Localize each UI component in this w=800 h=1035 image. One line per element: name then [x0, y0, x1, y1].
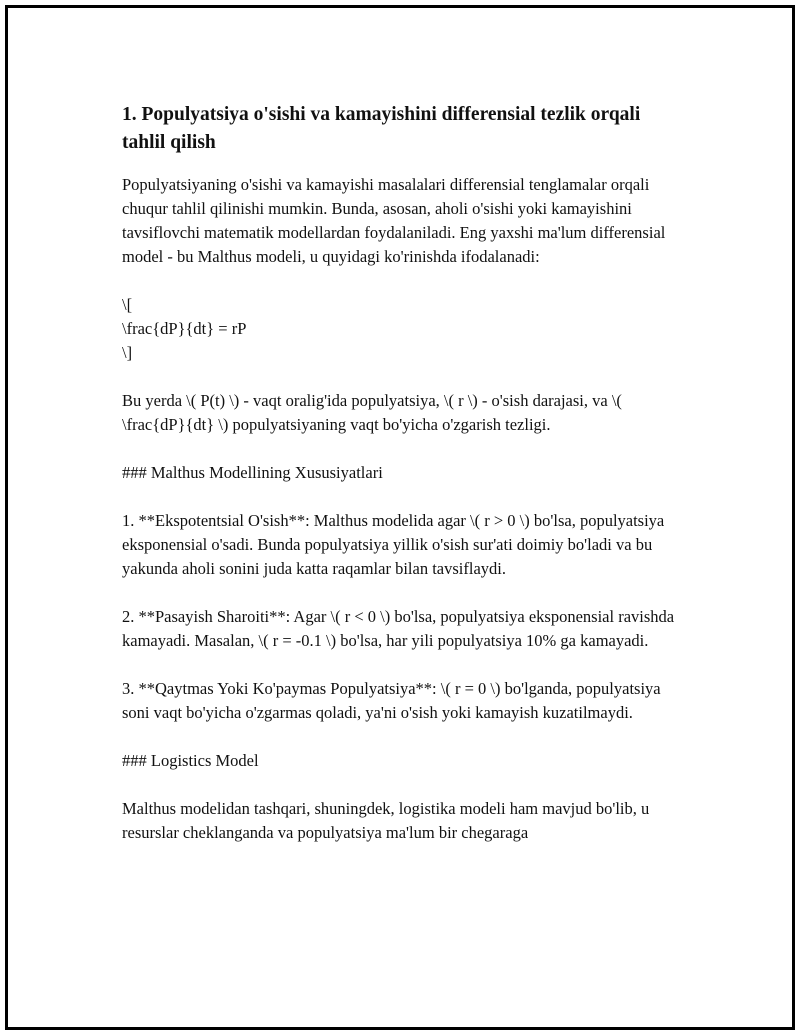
list-item-exponential-growth: 1. **Ekspotentsial O'sish**: Malthus modelida agar \( r > 0 \) bo'lsa, populyatsiya eksponensial o'sadi. Bunda populyatsiya yillik o'sish sur'ati doimiy bo'ladi va bu yakunda aholi sonini juda katta raqamlar bilan tavsiflaydi.: [122, 511, 665, 578]
list-item-decline-condition: 2. **Pasayish Sharoiti**: Agar \( r < 0 \) bo'lsa, populyatsiya eksponensial ravishda kamayadi. Masalan, \( r = -0.1 \) bo'lsa, har yili populyatsiya 10% ga kamayadi.: [122, 607, 675, 650]
document-title: 1. Populyatsiya o'sishi va kamayishini differensial tezlik orqali tahlil qilish: [122, 104, 641, 153]
formula-open: \[: [122, 295, 133, 314]
list-item-constant-population: 3. **Qaytmas Yoki Ko'paymas Populyatsiya**: \( r = 0 \) bo'lganda, populyatsiya soni vaqt bo'yicha o'zgarmas qoladi, ya'ni o'sish yoki kamayish kuzatilmaydi.: [122, 679, 661, 722]
formula-body: \frac{dP}{dt} = rP: [122, 319, 247, 338]
closing-paragraph: Malthus modelidan tashqari, shuningdek, logistika modeli ham mavjud bo'lib, u resurslar cheklanganda va populyatsiya ma'lum bir chegaraga: [122, 799, 650, 842]
logistics-heading: ### Logistics Model: [122, 751, 259, 770]
explanation-paragraph: Bu yerda \( P(t) \) - vaqt oralig'ida populyatsiya, \( r \) - o'sish darajasi, va \( \frac{dP}{dt} \) populyatsiyaning vaqt bo'yicha o'zgarish tezligi.: [122, 391, 622, 434]
page-frame: [5, 5, 795, 1030]
malthus-heading: ### Malthus Modellining Xususiyatlari: [122, 463, 383, 482]
intro-paragraph: Populyatsiyaning o'sishi va kamayishi masalalari differensial tenglamalar orqali chuqur tahlil qilinishi mumkin. Bunda, asosan, aholi o'sishi yoki kamayishini tavsiflovchi matematik modellardan foydalaniladi. Eng yaxshi ma'lum differensial model - bu Malthus modeli, u quyidagi ko'rinishda ifodalanadi:: [122, 175, 666, 266]
formula-close: \]: [122, 343, 133, 362]
document-body: [122, 101, 682, 845]
